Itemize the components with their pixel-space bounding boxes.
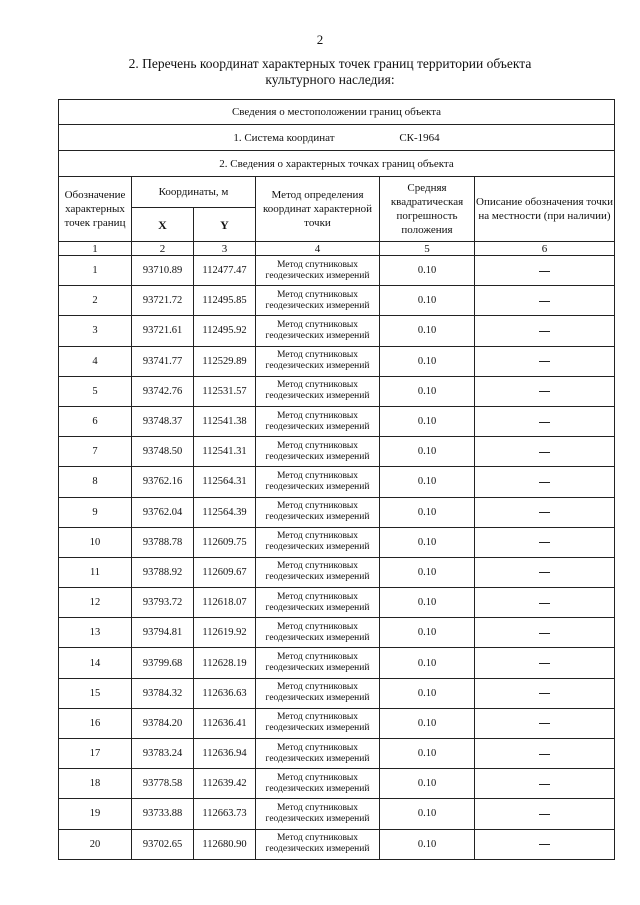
- x-coordinate: 93794.81: [132, 618, 194, 648]
- table-row: [59, 769, 615, 799]
- dash-mark: [539, 512, 550, 513]
- point-number: 6: [59, 406, 132, 436]
- x-coordinate: 93733.88: [132, 799, 194, 829]
- dash-mark: [539, 603, 550, 604]
- coordinate-system-label: 1. Система координат: [233, 131, 335, 144]
- table-row: [59, 618, 615, 648]
- table-row: [59, 829, 615, 859]
- point-number: 16: [59, 708, 132, 738]
- header-description: Описание обозначения точки на местности (при наличии): [475, 177, 615, 242]
- x-coordinate: 93748.50: [132, 437, 194, 467]
- dash-mark: [539, 844, 550, 845]
- table-row: [59, 527, 615, 557]
- mean-square-error: 0.10: [380, 527, 475, 557]
- section-heading: 2. Сведения о характерных точках границ объекта: [59, 151, 615, 177]
- header-error: Средняя квадратическая погрешность положения: [380, 177, 475, 242]
- y-coordinate: 112531.57: [194, 376, 256, 406]
- y-coordinate: 112639.42: [194, 769, 256, 799]
- method: Метод спутниковых геодезических измерений: [256, 406, 380, 436]
- x-coordinate: 93793.72: [132, 588, 194, 618]
- mean-square-error: 0.10: [380, 799, 475, 829]
- point-number: 9: [59, 497, 132, 527]
- point-number: 5: [59, 376, 132, 406]
- point-description: [475, 286, 615, 316]
- point-description: [475, 618, 615, 648]
- y-coordinate: 112609.67: [194, 557, 256, 587]
- column-number: 3: [194, 242, 256, 256]
- dash-mark: [539, 754, 550, 755]
- dash-mark: [539, 693, 550, 694]
- point-number: 13: [59, 618, 132, 648]
- table-row: [59, 648, 615, 678]
- method: Метод спутниковых геодезических измерений: [256, 376, 380, 406]
- y-coordinate: 112541.31: [194, 437, 256, 467]
- section-heading-row: [59, 151, 615, 177]
- point-description: [475, 256, 615, 286]
- x-coordinate: 93784.32: [132, 678, 194, 708]
- table-row: [59, 467, 615, 497]
- dash-mark: [539, 542, 550, 543]
- point-description: [475, 648, 615, 678]
- table-row: [59, 346, 615, 376]
- method: Метод спутниковых геодезических измерений: [256, 557, 380, 587]
- point-description: [475, 588, 615, 618]
- mean-square-error: 0.10: [380, 406, 475, 436]
- column-number: 1: [59, 242, 132, 256]
- point-number: 3: [59, 316, 132, 346]
- table-row: [59, 799, 615, 829]
- x-coordinate: 93762.04: [132, 497, 194, 527]
- x-coordinate: 93748.37: [132, 406, 194, 436]
- mean-square-error: 0.10: [380, 256, 475, 286]
- point-description: [475, 678, 615, 708]
- mean-square-error: 0.10: [380, 286, 475, 316]
- dash-mark: [539, 784, 550, 785]
- dash-mark: [539, 723, 550, 724]
- coordinates-table: [58, 99, 615, 860]
- table-row: [59, 316, 615, 346]
- mean-square-error: 0.10: [380, 618, 475, 648]
- method: Метод спутниковых геодезических измерений: [256, 708, 380, 738]
- mean-square-error: 0.10: [380, 678, 475, 708]
- table-banner-row: [59, 100, 615, 125]
- mean-square-error: 0.10: [380, 588, 475, 618]
- column-numbers-row: [59, 242, 615, 256]
- y-coordinate: 112529.89: [194, 346, 256, 376]
- column-number: 5: [380, 242, 475, 256]
- point-description: [475, 346, 615, 376]
- point-description: [475, 799, 615, 829]
- x-coordinate: 93788.92: [132, 557, 194, 587]
- y-coordinate: 112663.73: [194, 799, 256, 829]
- header-method: Метод определения координат характерной точки: [256, 177, 380, 242]
- method: Метод спутниковых геодезических измерений: [256, 286, 380, 316]
- point-number: 11: [59, 557, 132, 587]
- mean-square-error: 0.10: [380, 346, 475, 376]
- dash-mark: [539, 301, 550, 302]
- y-coordinate: 112618.07: [194, 588, 256, 618]
- point-description: [475, 739, 615, 769]
- y-coordinate: 112477.47: [194, 256, 256, 286]
- point-number: 7: [59, 437, 132, 467]
- mean-square-error: 0.10: [380, 467, 475, 497]
- point-description: [475, 316, 615, 346]
- header-designation: Обозначение характерных точек границ: [59, 177, 132, 242]
- mean-square-error: 0.10: [380, 739, 475, 769]
- dash-mark: [539, 814, 550, 815]
- table-row: [59, 557, 615, 587]
- coordinate-system-value: СК-1964: [399, 131, 440, 144]
- header-row-1: [59, 177, 615, 208]
- dash-mark: [539, 271, 550, 272]
- x-coordinate: 93721.61: [132, 316, 194, 346]
- x-coordinate: 93784.20: [132, 708, 194, 738]
- document-title: 2. Перечень координат характерных точек границ территории объекта культурного наследия:: [128, 56, 532, 87]
- table-row: [59, 739, 615, 769]
- mean-square-error: 0.10: [380, 557, 475, 587]
- point-description: [475, 467, 615, 497]
- mean-square-error: 0.10: [380, 769, 475, 799]
- dash-mark: [539, 572, 550, 573]
- point-number: 17: [59, 739, 132, 769]
- method: Метод спутниковых геодезических измерений: [256, 527, 380, 557]
- point-description: [475, 708, 615, 738]
- x-coordinate: 93702.65: [132, 829, 194, 859]
- coordinate-system-row: [59, 125, 615, 151]
- header-x: X: [132, 208, 194, 242]
- x-coordinate: 93799.68: [132, 648, 194, 678]
- column-number: 2: [132, 242, 194, 256]
- table-row: [59, 256, 615, 286]
- y-coordinate: 112495.85: [194, 286, 256, 316]
- point-number: 14: [59, 648, 132, 678]
- method: Метод спутниковых геодезических измерений: [256, 678, 380, 708]
- method: Метод спутниковых геодезических измерений: [256, 769, 380, 799]
- table-row: [59, 708, 615, 738]
- table-row: [59, 376, 615, 406]
- column-number: 6: [475, 242, 615, 256]
- y-coordinate: 112564.39: [194, 497, 256, 527]
- point-description: [475, 437, 615, 467]
- y-coordinate: 112680.90: [194, 829, 256, 859]
- x-coordinate: 93762.16: [132, 467, 194, 497]
- y-coordinate: 112636.41: [194, 708, 256, 738]
- x-coordinate: 93788.78: [132, 527, 194, 557]
- x-coordinate: 93741.77: [132, 346, 194, 376]
- mean-square-error: 0.10: [380, 829, 475, 859]
- point-number: 8: [59, 467, 132, 497]
- dash-mark: [539, 633, 550, 634]
- mean-square-error: 0.10: [380, 708, 475, 738]
- method: Метод спутниковых геодезических измерений: [256, 739, 380, 769]
- method: Метод спутниковых геодезических измерений: [256, 497, 380, 527]
- method: Метод спутниковых геодезических измерений: [256, 437, 380, 467]
- y-coordinate: 112628.19: [194, 648, 256, 678]
- y-coordinate: 112541.38: [194, 406, 256, 436]
- method: Метод спутниковых геодезических измерений: [256, 346, 380, 376]
- y-coordinate: 112609.75: [194, 527, 256, 557]
- y-coordinate: 112619.92: [194, 618, 256, 648]
- page-number: 2: [316, 32, 324, 47]
- table-banner: Сведения о местоположении границ объекта: [59, 100, 615, 125]
- table-row: [59, 678, 615, 708]
- dash-mark: [539, 422, 550, 423]
- point-number: 12: [59, 588, 132, 618]
- dash-mark: [539, 391, 550, 392]
- dash-mark: [539, 331, 550, 332]
- method: Метод спутниковых геодезических измерений: [256, 618, 380, 648]
- dash-mark: [539, 361, 550, 362]
- point-number: 4: [59, 346, 132, 376]
- point-number: 20: [59, 829, 132, 859]
- point-description: [475, 376, 615, 406]
- header-coordinates: Координаты, м: [132, 177, 256, 208]
- method: Метод спутниковых геодезических измерений: [256, 467, 380, 497]
- table-row: [59, 588, 615, 618]
- point-number: 19: [59, 799, 132, 829]
- point-description: [475, 557, 615, 587]
- mean-square-error: 0.10: [380, 437, 475, 467]
- mean-square-error: 0.10: [380, 497, 475, 527]
- method: Метод спутниковых геодезических измерений: [256, 829, 380, 859]
- method: Метод спутниковых геодезических измерений: [256, 648, 380, 678]
- table-row: [59, 437, 615, 467]
- dash-mark: [539, 663, 550, 664]
- point-number: 15: [59, 678, 132, 708]
- point-description: [475, 406, 615, 436]
- x-coordinate: 93710.89: [132, 256, 194, 286]
- point-number: 1: [59, 256, 132, 286]
- method: Метод спутниковых геодезических измерений: [256, 256, 380, 286]
- y-coordinate: 112636.94: [194, 739, 256, 769]
- method: Метод спутниковых геодезических измерений: [256, 799, 380, 829]
- point-description: [475, 497, 615, 527]
- point-description: [475, 769, 615, 799]
- x-coordinate: 93778.58: [132, 769, 194, 799]
- table-row: [59, 286, 615, 316]
- y-coordinate: 112636.63: [194, 678, 256, 708]
- table-row: [59, 406, 615, 436]
- mean-square-error: 0.10: [380, 648, 475, 678]
- y-coordinate: 112564.31: [194, 467, 256, 497]
- method: Метод спутниковых геодезических измерений: [256, 316, 380, 346]
- y-coordinate: 112495.92: [194, 316, 256, 346]
- x-coordinate: 93783.24: [132, 739, 194, 769]
- point-number: 18: [59, 769, 132, 799]
- point-number: 10: [59, 527, 132, 557]
- method: Метод спутниковых геодезических измерений: [256, 588, 380, 618]
- x-coordinate: 93721.72: [132, 286, 194, 316]
- x-coordinate: 93742.76: [132, 376, 194, 406]
- point-description: [475, 527, 615, 557]
- table-row: [59, 497, 615, 527]
- header-y: Y: [194, 208, 256, 242]
- point-number: 2: [59, 286, 132, 316]
- mean-square-error: 0.10: [380, 376, 475, 406]
- column-number: 4: [256, 242, 380, 256]
- mean-square-error: 0.10: [380, 316, 475, 346]
- dash-mark: [539, 452, 550, 453]
- point-description: [475, 829, 615, 859]
- dash-mark: [539, 482, 550, 483]
